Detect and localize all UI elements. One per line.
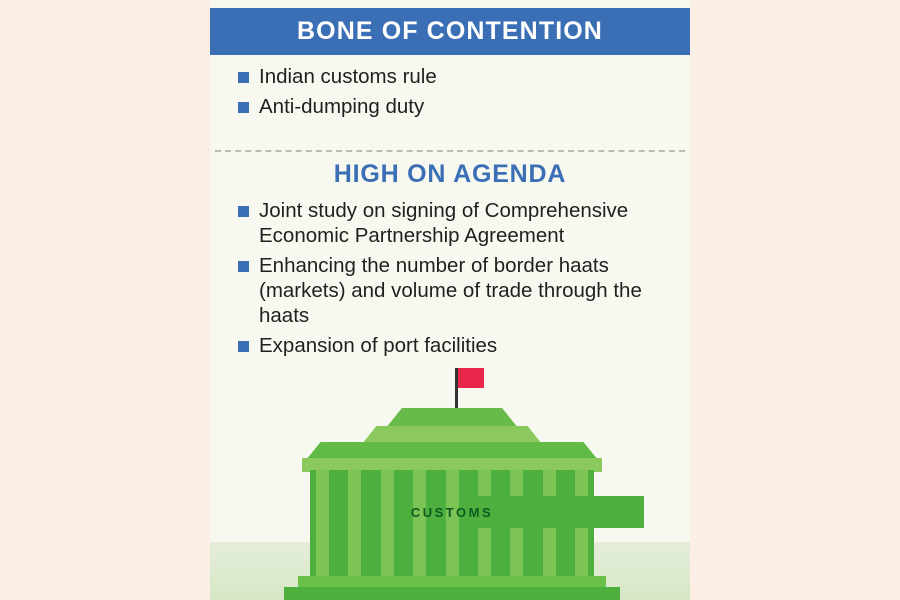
list-item-label: Joint study on signing of Comprehensive Economic Partnership Agreement [259,199,629,247]
steps-lower [284,587,620,600]
flag-icon [458,368,484,388]
square-bullet-icon [238,102,249,113]
roof-middle [362,426,542,444]
list-item [238,94,676,119]
section-divider [215,150,685,152]
bone-of-contention-list [238,64,676,124]
roof-top [386,408,518,428]
list-item-label: Anti-dumping duty [259,95,425,118]
section-title-high-on-agenda: HIGH ON AGENDA [333,160,567,188]
column [446,470,459,578]
list-item [238,64,676,89]
high-on-agenda-list [238,198,676,363]
column [413,470,426,578]
column [381,470,394,578]
colonnade [310,470,594,578]
building-sign-label: CUSTOMS [410,505,494,520]
square-bullet-icon [238,72,249,83]
square-bullet-icon [238,261,249,272]
page-title: BONE OF CONTENTION [297,17,603,45]
customs-building-illustration [210,350,690,600]
column [316,470,329,578]
square-bullet-icon [238,206,249,217]
list-item-label: Enhancing the number of border haats (markets) and volume of trade through the haats [259,254,642,327]
list-item-label: Expansion of port facilities [259,334,498,357]
column [348,470,361,578]
header-band [210,8,690,55]
infographic-panel [210,0,690,600]
list-item [238,198,676,248]
list-item-label: Indian customs rule [259,65,437,88]
list-item [238,253,676,328]
